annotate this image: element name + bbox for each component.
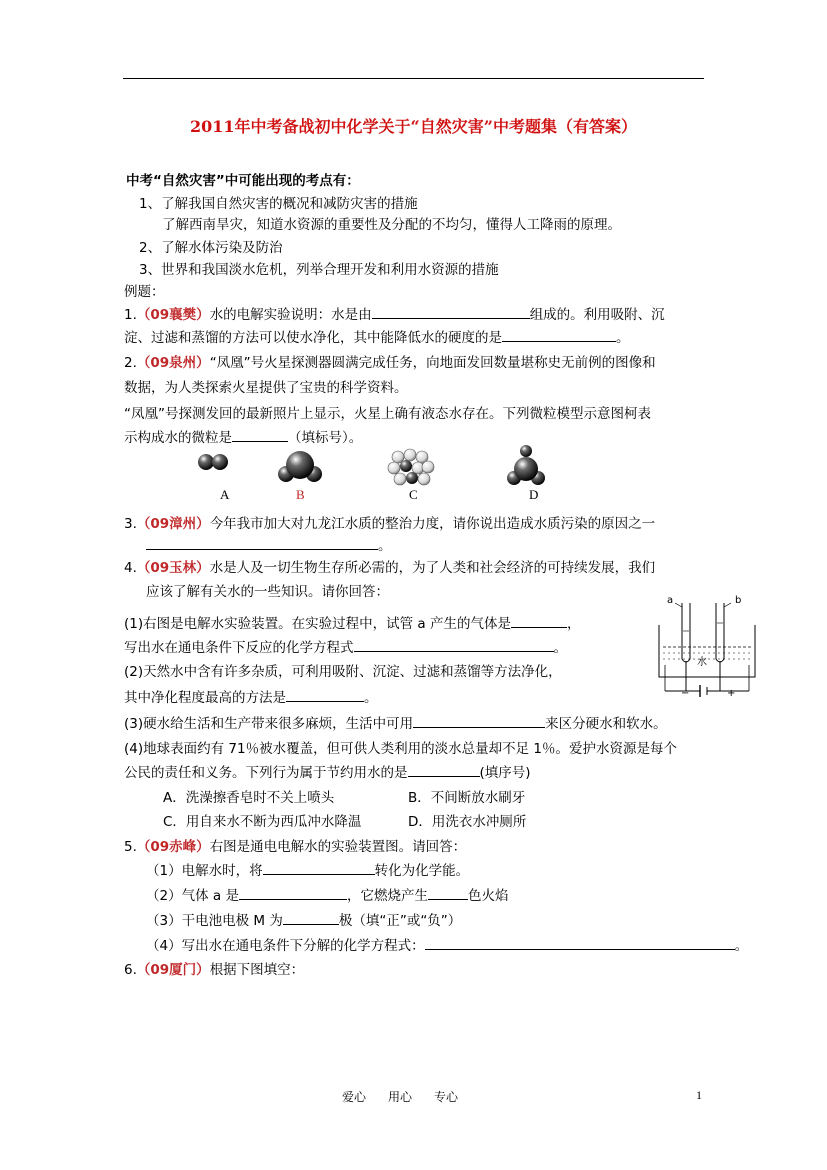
q4-sub1-text-b: ， <box>566 616 581 632</box>
q4-option-c[interactable]: C．用自来水不断为西瓜冲水降温 <box>163 814 362 830</box>
intro-point-1: 1、了解我国自然灾害的概况和减防灾害的措施 <box>139 196 418 212</box>
q4-option-b[interactable]: B．不间断放水刷牙 <box>408 790 526 806</box>
q5-sub1-text-b: 转化为化学能。 <box>374 863 470 879</box>
figure-label-minus: − <box>681 688 690 699</box>
q3-blank[interactable] <box>146 537 378 550</box>
q6-line-1 <box>124 958 304 978</box>
q2-blank[interactable] <box>232 429 288 442</box>
q1-line-1 <box>124 303 665 323</box>
q1-text-c: 淀、过滤和蒸馏的方法可以使水净化，其中能降低水的硬度的是 <box>124 330 502 346</box>
q5-sub2-text-c: 色火焰 <box>467 888 509 904</box>
q4-option-a[interactable]: A．洗澡擦香皂时不关上喷头 <box>163 790 335 806</box>
q5-sub4-text-b: 。 <box>734 938 749 954</box>
q6-source: （09厦门） <box>136 962 210 978</box>
q4-sub1-blank-2[interactable] <box>354 639 554 652</box>
q4-line-1 <box>124 556 655 576</box>
footer-motto-1: 爱心 <box>342 1090 367 1104</box>
q4-option-d[interactable]: D．用洗衣水冲厕所 <box>408 814 527 830</box>
q3-line-2 <box>146 534 392 554</box>
molecule-label-b: B <box>296 487 305 502</box>
q2-text-d: 示构成水的微粒是 <box>124 430 232 446</box>
figure-label-a: a <box>667 595 674 606</box>
q5-sub1-text-a: （1）电解水时，将 <box>146 863 263 879</box>
q4-sub2-text-b: 其中净化程度最高的方法是 <box>124 690 286 706</box>
q5-sub3-line <box>146 909 461 929</box>
q1-text-d: 。 <box>616 330 630 346</box>
q4-sub4-line-2 <box>124 761 531 781</box>
q3-text-b: 。 <box>378 538 392 554</box>
molecule-label-d: D <box>529 487 539 502</box>
q5-sub4-text-a: （4）写出水在通电条件下分解的化学方程式： <box>146 938 425 954</box>
figure-label-plus: + <box>727 688 736 699</box>
q4-sub3-text-a: (3)硬水给生活和生产带来很多麻烦，生活中可用 <box>124 716 414 732</box>
example-label: 例题： <box>124 284 165 300</box>
q5-source: （09赤峰） <box>136 839 210 855</box>
q4-sub1-blank-1[interactable] <box>511 615 567 628</box>
molecule-d-icon <box>507 445 545 485</box>
q5-number: 5. <box>124 839 137 855</box>
q1-blank-2[interactable] <box>502 329 616 342</box>
q3-line-1 <box>124 512 655 532</box>
electrolysis-apparatus-figure <box>655 595 763 707</box>
q4-sub1-line-1 <box>124 612 580 632</box>
molecule-models-figure <box>190 443 550 489</box>
molecule-c-icon <box>388 449 434 485</box>
q5-sub1-line <box>146 859 469 879</box>
footer-motto-2: 用心 <box>388 1090 413 1104</box>
q5-sub4-line <box>146 934 748 954</box>
electrolysis-apparatus-drawing <box>655 595 763 707</box>
intro-heading: 中考“自然灾害”中可能出现的考点有： <box>126 173 360 189</box>
q2-number: 2. <box>124 355 137 371</box>
q3-source: （09漳州） <box>136 516 210 532</box>
footer-motto-3: 专心 <box>434 1090 459 1104</box>
q1-text-b: 组成的。利用吸附、沉 <box>529 307 665 323</box>
q5-sub2-blank-1[interactable] <box>239 887 347 900</box>
q4-sub3-text-b: 来区分硬水和软水。 <box>545 716 667 732</box>
q4-sub4-line-1: (4)地球表面约有 71％被水覆盖，但可供人类利用的淡水总量却不足 1％。爱护水资源是每个 <box>124 741 677 757</box>
q4-sub3-line <box>124 712 667 732</box>
q4-sub2-blank[interactable] <box>286 689 364 702</box>
q1-blank-1[interactable] <box>372 306 530 319</box>
molecule-a-icon <box>198 454 228 470</box>
q4-sub3-blank[interactable] <box>413 715 545 728</box>
q4-line-2: 应该了解有关水的一些知识。请你回答： <box>146 584 389 600</box>
q4-sub1-text-a: (1)右图是电解水实验装置。在实验过程中，试管 a 产生的气体是 <box>124 616 511 632</box>
page-number: 1 <box>696 1088 702 1102</box>
q4-sub2-line-1: (2)天然水中含有许多杂质，可利用吸附、沉淀、过滤和蒸馏等方法净化， <box>124 664 562 680</box>
q5-sub2-line <box>146 884 508 904</box>
q4-sub4-text-c: (填序号) <box>479 765 531 781</box>
figure-label-b: b <box>735 595 742 606</box>
q5-text-a: 右图是通电电解水的实验装置图。请回答： <box>209 839 467 855</box>
q4-number: 4. <box>124 560 137 576</box>
q2-line-1 <box>124 351 656 371</box>
q5-sub3-text-a: （3）干电池电极 M 为 <box>146 913 283 929</box>
q4-sub2-line-2 <box>124 686 378 706</box>
q2-text-e: （填标号）。 <box>288 430 363 446</box>
q1-line-2 <box>124 326 630 346</box>
q2-line-2: 数据，为人类探索火星提供了宝贵的科学资料。 <box>124 380 408 396</box>
q5-sub1-blank[interactable] <box>263 862 375 875</box>
header-rule <box>123 78 704 79</box>
q5-sub4-blank[interactable] <box>425 937 735 950</box>
q5-sub3-blank[interactable] <box>283 912 339 925</box>
q5-line-1 <box>124 835 466 855</box>
figure-label-water: 水 <box>697 657 707 668</box>
intro-point-2: 2、了解水体污染及防治 <box>139 240 283 256</box>
molecule-label-a: A <box>220 487 230 502</box>
q4-sub1-line-2 <box>124 636 567 656</box>
intro-point-3: 3、世界和我国淡水危机，列举合理开发和利用水资源的措施 <box>139 262 499 278</box>
q4-source: （09玉林） <box>136 560 210 576</box>
q2-line-3: “凤凰”号探测发回的最新照片上显示，火星上确有液态水存在。下列微粒模型示意图柯表 <box>124 406 651 422</box>
document-title: 2011年中考备战初中化学关于“自然灾害”中考题集（有答案） <box>190 117 637 136</box>
q2-source: （09泉州） <box>136 355 210 371</box>
q4-sub2-text-c: 。 <box>364 690 378 706</box>
q5-sub3-text-b: 极（填“正”或“负”） <box>338 913 462 929</box>
q4-sub1-text-d: 。 <box>553 640 567 656</box>
q1-number: 1. <box>124 307 137 323</box>
q6-number: 6. <box>124 962 137 978</box>
q3-text-a: 今年我市加大对九龙江水质的整治力度，请你说出造成水质污染的原因之一 <box>209 516 656 532</box>
q1-source: （09襄樊） <box>136 307 210 323</box>
q4-sub1-text-c: 写出水在通电条件下反应的化学方程式 <box>124 640 354 656</box>
q5-sub2-blank-2[interactable] <box>428 887 468 900</box>
q4-sub4-text-b: 公民的责任和义务。下列行为属于节约用水的是 <box>124 765 408 781</box>
q6-text-a: 根据下图填空： <box>209 962 305 978</box>
q2-text-a: “凤凰”号火星探测器圆满完成任务，向地面发回数量堪称史无前例的图像和 <box>209 355 656 371</box>
q3-number: 3. <box>124 516 137 532</box>
q4-text-a: 水是人及一切生物生存所必需的，为了人类和社会经济的可持续发展，我们 <box>209 560 656 576</box>
molecule-b-icon <box>278 451 322 482</box>
intro-point-1b: 了解西南旱灾，知道水资源的重要性及分配的不均匀，懂得人工降雨的原理。 <box>162 217 621 233</box>
q4-sub4-blank[interactable] <box>408 764 480 777</box>
q5-sub2-text-a: （2）气体 a 是 <box>146 888 239 904</box>
q5-sub2-text-b: ，它燃烧产生 <box>346 888 428 904</box>
molecule-label-c: C <box>409 487 418 502</box>
q1-text-a: 水的电解实验说明：水是由 <box>209 307 372 323</box>
